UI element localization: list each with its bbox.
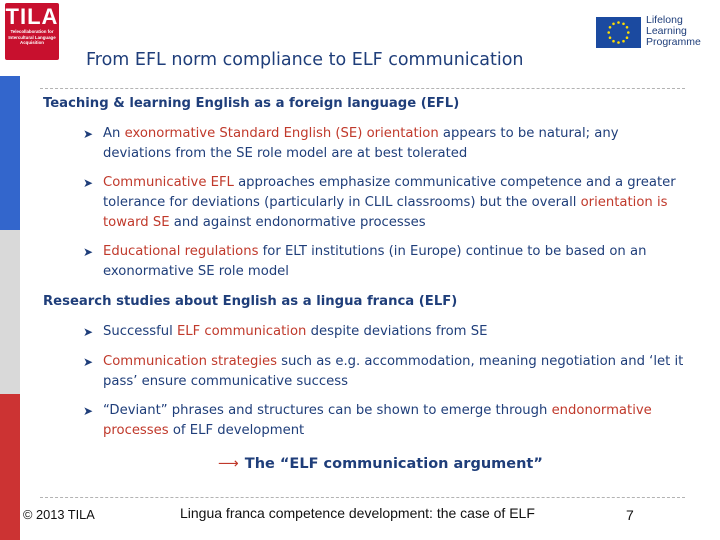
- bullet-item: [83, 242, 688, 282]
- left-stripe-grey: [0, 230, 20, 394]
- highlighted-text: Educational regulations: [103, 244, 259, 259]
- bullet-item: [83, 322, 688, 342]
- left-stripe-red: [0, 394, 20, 540]
- section-heading-elf: Research studies about English as a lingua franca (ELF): [43, 294, 458, 309]
- text-run: An: [103, 126, 125, 141]
- eu-flag-icon: [596, 17, 641, 48]
- arrow-bullet-icon: ➤: [83, 325, 94, 339]
- slide-title: From EFL norm compliance to ELF communication: [86, 50, 524, 70]
- bullet-item: [83, 173, 688, 233]
- bullet-item: [83, 124, 688, 164]
- footer-copyright: © 2013 TILA: [23, 507, 95, 522]
- highlighted-text: Communicative EFL: [103, 175, 234, 190]
- bullet-text: [103, 124, 688, 164]
- arrow-bullet-icon: ➤: [83, 355, 94, 369]
- footer-title: Lingua franca competence development: the case of ELF: [180, 505, 535, 521]
- tila-logo: [5, 3, 59, 60]
- bullet-text: [103, 322, 688, 342]
- arrow-bullet-icon: ➤: [83, 245, 94, 259]
- footer-divider: [40, 497, 685, 498]
- header-divider: [40, 88, 685, 89]
- tila-logo-tagline: Telecollaboration for Intercultural Language Acquisition: [8, 29, 56, 45]
- lifelong-learning-programme-logo: [646, 15, 701, 48]
- bullet-text: [103, 173, 688, 233]
- text-run: “Deviant” phrases and structures can be shown to emerge through: [103, 403, 552, 418]
- arrow-bullet-icon: ➤: [83, 176, 94, 190]
- highlighted-text: Communication strategies: [103, 354, 277, 369]
- bullet-text: [103, 401, 688, 441]
- highlighted-text: ELF communication: [176, 324, 307, 339]
- text-run: of ELF development: [168, 423, 305, 438]
- argument-text: The “ELF communication argument”: [244, 456, 543, 472]
- highlighted-text: exonormative Standard English (SE) orientation: [124, 126, 439, 141]
- tila-logo-name: TILA: [5, 4, 59, 29]
- page-number: 7: [626, 507, 634, 523]
- text-run: despite deviations from SE: [306, 324, 488, 339]
- bullet-text: [103, 242, 688, 282]
- text-run: approaches emphasize communicative competence and a greater tolerance for deviations (particularly in CLIL classrooms) but the overall: [103, 175, 676, 210]
- arrow-bullet-icon: ➤: [83, 404, 94, 418]
- text-run: such as e.g. accommodation, meaning negotiation and ‘let it pass’ ensure communicative success: [103, 354, 684, 389]
- bullet-text: [103, 352, 688, 392]
- elf-argument: [218, 456, 543, 472]
- text-run: and against endonormative processes: [169, 215, 426, 230]
- bullet-item: [83, 352, 688, 392]
- programme-line1: Lifelong: [646, 14, 683, 26]
- text-run: Successful: [103, 324, 177, 339]
- right-arrow-icon: ⟶: [218, 456, 239, 472]
- programme-line3: Programme: [646, 36, 701, 48]
- bullet-item: [83, 401, 688, 441]
- programme-line2: Learning: [646, 25, 687, 37]
- highlighted-text: endonormative processes: [103, 403, 652, 438]
- arrow-bullet-icon: ➤: [83, 127, 94, 141]
- text-run: for ELT institutions (in Europe) continue to be based on an exonormative SE role model: [103, 244, 647, 279]
- section-heading-efl: Teaching & learning English as a foreign language (EFL): [43, 96, 460, 111]
- text-run: appears to be natural; any deviations from the SE role model are at best tolerated: [103, 126, 619, 161]
- left-stripe-blue: [0, 76, 20, 230]
- highlighted-text: orientation is toward SE: [103, 195, 668, 230]
